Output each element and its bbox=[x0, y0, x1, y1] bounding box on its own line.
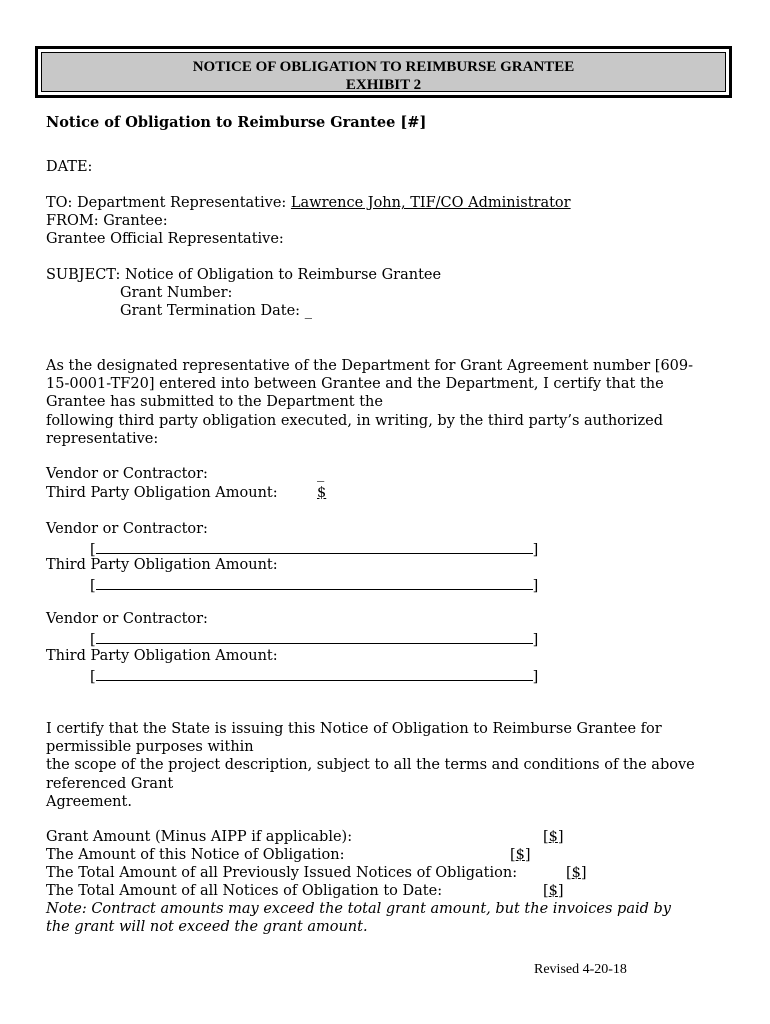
state-certification-line: Agreement. bbox=[46, 793, 132, 810]
amount-field-3 bbox=[90, 666, 538, 685]
vendor-label-3: Vendor or Contractor: bbox=[46, 611, 208, 627]
note-line: Note: Contract amounts may exceed the total grant amount, but the invoices paid by bbox=[46, 901, 671, 917]
certification-line: As the designated representative of the Department for Grant Agreement number [609- bbox=[46, 358, 694, 374]
revision-date: Revised 4-20-18 bbox=[534, 962, 627, 977]
vendor-blank-3 bbox=[96, 629, 533, 644]
grant-number-label: Grant Number: bbox=[120, 285, 233, 301]
date-label: DATE: bbox=[46, 159, 93, 175]
form-header bbox=[41, 52, 726, 92]
previous-notices-field bbox=[566, 865, 587, 881]
note-line: the grant will not exceed the grant amount. bbox=[46, 919, 368, 935]
close-bracket: ] bbox=[532, 542, 539, 558]
previous-notices-value: $ bbox=[571, 865, 581, 881]
open-bracket: [ bbox=[90, 542, 96, 558]
state-certification-line: permissible purposes within bbox=[46, 739, 254, 756]
document-title: Notice of Obligation to Reimburse Grantee [#] bbox=[46, 114, 427, 131]
amount-label-3: Third Party Obligation Amount: bbox=[46, 648, 278, 664]
open-bracket: [ bbox=[543, 829, 549, 845]
state-certification-paragraph bbox=[46, 720, 736, 811]
certification-line: 15-0001-TF20] entered into between Grantee and the Department, I certify that the bbox=[46, 376, 664, 393]
certification-paragraph bbox=[46, 357, 736, 448]
state-certification-line: I certify that the State is issuing this Notice of Obligation to Reimburse Grantee for bbox=[46, 721, 662, 737]
amount-field-2 bbox=[90, 575, 538, 594]
form-header-exhibit: EXHIBIT 2 bbox=[345, 77, 422, 93]
notice-amount-field bbox=[510, 847, 531, 863]
state-certification-line: referenced Grant bbox=[46, 775, 174, 792]
open-bracket: [ bbox=[510, 847, 516, 863]
amount-value-1: $ bbox=[317, 485, 327, 501]
total-to-date-label: The Total Amount of all Notices of Obligation to Date: bbox=[46, 883, 443, 899]
subject-label: SUBJECT: Notice of Obligation to Reimburse Grantee bbox=[46, 267, 442, 283]
certification-line: Grantee has submitted to the Department the bbox=[46, 394, 383, 411]
termination-date-label: Grant Termination Date: bbox=[120, 303, 305, 319]
total-to-date-field bbox=[543, 883, 564, 899]
amount-blank-2 bbox=[96, 575, 533, 590]
close-bracket: ] bbox=[532, 632, 539, 648]
close-bracket: ] bbox=[532, 669, 539, 685]
vendor-blank-1: _ bbox=[317, 466, 325, 482]
to-line bbox=[46, 195, 571, 211]
grant-amount-field bbox=[543, 829, 564, 845]
open-bracket: [ bbox=[90, 669, 96, 685]
amount-blank-3 bbox=[96, 666, 533, 681]
open-bracket: [ bbox=[566, 865, 572, 881]
close-bracket: ] bbox=[532, 578, 539, 594]
close-bracket: ] bbox=[557, 829, 564, 845]
amount-label-2: Third Party Obligation Amount: bbox=[46, 557, 278, 573]
previous-notices-label: The Total Amount of all Previously Issued Notices of Obligation: bbox=[46, 865, 518, 881]
state-certification-line: the scope of the project description, subject to all the terms and conditions of the above bbox=[46, 757, 695, 774]
total-to-date-value: $ bbox=[548, 883, 558, 899]
amount-label-1: Third Party Obligation Amount: bbox=[46, 485, 278, 501]
certification-line: representative: bbox=[46, 430, 159, 447]
notice-amount-value: $ bbox=[515, 847, 525, 863]
vendor-blank-2 bbox=[96, 539, 533, 554]
vendor-label-2: Vendor or Contractor: bbox=[46, 521, 208, 537]
open-bracket: [ bbox=[543, 883, 549, 899]
grant-amount-value: $ bbox=[548, 829, 558, 845]
open-bracket: [ bbox=[90, 632, 96, 648]
notice-amount-label: The Amount of this Notice of Obligation: bbox=[46, 847, 345, 863]
close-bracket: ] bbox=[557, 883, 564, 899]
to-label: TO: Department Representative: bbox=[46, 195, 291, 211]
termination-date-blank: _ bbox=[304, 303, 312, 319]
official-representative-label: Grantee Official Representative: bbox=[46, 231, 284, 247]
vendor-field-2 bbox=[90, 539, 538, 558]
form-header-title: NOTICE OF OBLIGATION TO REIMBURSE GRANTEE bbox=[192, 59, 575, 75]
termination-date-line bbox=[120, 303, 312, 319]
from-label: FROM: Grantee: bbox=[46, 213, 168, 229]
vendor-label-1: Vendor or Contractor: bbox=[46, 466, 208, 482]
form-header-box bbox=[35, 46, 732, 98]
grant-amount-label: Grant Amount (Minus AIPP if applicable): bbox=[46, 829, 353, 845]
open-bracket: [ bbox=[90, 578, 96, 594]
department-representative-name: Lawrence John, TIF/CO Administrator bbox=[290, 195, 571, 211]
certification-line: following third party obligation executed, in writing, by the third party’s authorized bbox=[46, 412, 663, 429]
vendor-field-3 bbox=[90, 629, 538, 648]
close-bracket: ] bbox=[524, 847, 531, 863]
close-bracket: ] bbox=[580, 865, 587, 881]
